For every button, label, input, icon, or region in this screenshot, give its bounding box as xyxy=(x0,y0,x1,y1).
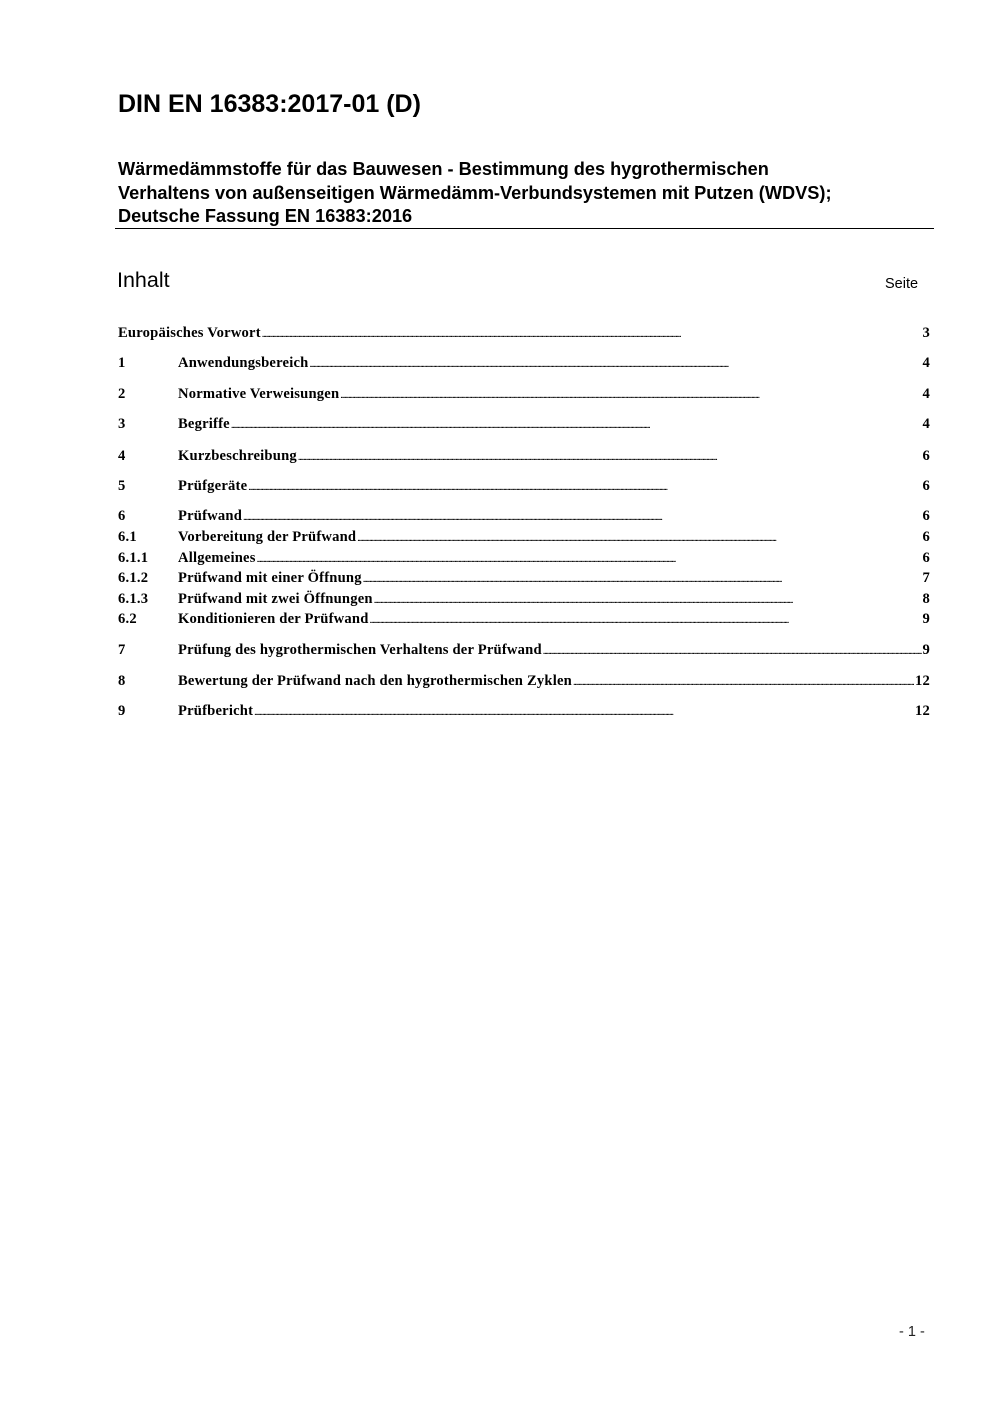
toc-entry-number: 5 xyxy=(118,478,126,494)
toc-entry-title: Prüfgeräte xyxy=(178,478,248,494)
toc-dot-leader xyxy=(340,386,921,403)
toc-entry-title: Prüfung des hygrothermischen Verhaltens der Prüfwand xyxy=(178,642,542,658)
toc-entry-foreword[interactable] xyxy=(118,325,930,345)
toc-dot-leader xyxy=(298,448,922,465)
toc-entry-page: 3 xyxy=(922,325,930,341)
toc-entry-number: 6.1.2 xyxy=(118,570,149,586)
toc-entry-title: Prüfwand xyxy=(178,508,243,524)
toc-dot-leader xyxy=(374,591,922,608)
toc-entry-number: 3 xyxy=(118,416,126,432)
toc-entry-title: Allgemeines xyxy=(178,550,256,566)
document-title xyxy=(118,158,933,229)
toc-entry-4[interactable] xyxy=(118,448,930,468)
toc-entry-page: 8 xyxy=(922,591,930,607)
toc-entry-title: Konditionieren der Prüfwand xyxy=(178,611,369,627)
toc-page-column-label: Seite xyxy=(885,276,919,292)
toc-entry-number: 8 xyxy=(118,673,126,689)
toc-entry-page: 9 xyxy=(922,611,930,627)
toc-entry-title: Prüfbericht xyxy=(178,703,254,719)
toc-entry-6-2[interactable] xyxy=(118,611,930,631)
toc-dot-leader xyxy=(243,508,921,525)
toc-dot-leader xyxy=(231,416,922,433)
toc-entry-number: 6.2 xyxy=(118,611,137,627)
toc-entry-number: 7 xyxy=(118,642,126,658)
toc-dot-leader xyxy=(573,673,914,690)
toc-dot-leader xyxy=(370,611,922,628)
toc-entry-page: 6 xyxy=(922,550,930,566)
title-divider xyxy=(115,228,934,229)
toc-entry-number: 6.1.1 xyxy=(118,550,149,566)
toc-dot-leader xyxy=(363,570,922,587)
toc-heading: Inhalt xyxy=(117,268,170,292)
toc-entry-title: Vorbereitung der Prüfwand xyxy=(178,529,357,545)
toc-entry-8[interactable] xyxy=(118,673,930,693)
toc-dot-leader xyxy=(262,325,922,342)
toc-dot-leader xyxy=(309,355,921,372)
toc-entry-title: Normative Verweisungen xyxy=(178,386,340,402)
toc-entry-number: 9 xyxy=(118,703,126,719)
toc-entry-5[interactable] xyxy=(118,478,930,498)
toc-entry-page: 7 xyxy=(922,570,930,586)
toc-entry-7[interactable] xyxy=(118,642,930,662)
toc-entry-page: 6 xyxy=(922,448,930,464)
toc-entry-title: Europäisches Vorwort xyxy=(118,325,261,341)
toc-entry-2[interactable] xyxy=(118,386,930,406)
toc-entry-title: Kurzbeschreibung xyxy=(178,448,297,464)
document-title-line-3: Deutsche Fassung EN 16383:2016 xyxy=(118,206,413,226)
page-number: - 1 - xyxy=(899,1324,925,1340)
toc-entry-page: 4 xyxy=(922,386,930,402)
toc-entry-6-1[interactable] xyxy=(118,529,930,549)
toc-dot-leader xyxy=(248,478,921,495)
document-id: DIN EN 16383:2017-01 (D) xyxy=(118,90,421,118)
toc-entry-number: 4 xyxy=(118,448,126,464)
document-title-line-1: Wärmedämmstoffe für das Bauwesen - Bestimmung des hygrothermischen xyxy=(118,159,769,179)
document-title-line-2: Verhaltens von außenseitigen Wärmedämm-Verbundsystemen mit Putzen (WDVS); xyxy=(118,182,832,203)
toc-entry-page: 9 xyxy=(922,642,930,658)
toc-entry-6-1-1[interactable] xyxy=(118,550,930,570)
toc-entry-number: 1 xyxy=(118,355,126,371)
toc-entry-number: 2 xyxy=(118,386,126,402)
toc-entry-6[interactable] xyxy=(118,508,930,528)
toc-dot-leader xyxy=(357,529,921,546)
toc-entry-9[interactable] xyxy=(118,703,930,723)
toc-entry-title: Bewertung der Prüfwand nach den hygrothermischen Zyklen xyxy=(178,673,572,689)
toc-entry-title: Prüfwand mit einer Öffnung xyxy=(178,570,362,586)
toc-entry-page: 6 xyxy=(922,508,930,524)
toc-entry-page: 12 xyxy=(915,673,930,689)
toc-entry-6-1-3[interactable] xyxy=(118,591,930,611)
toc-entry-6-1-2[interactable] xyxy=(118,570,930,590)
toc-entry-3[interactable] xyxy=(118,416,930,436)
toc-entry-number: 6 xyxy=(118,508,126,524)
toc-entry-page: 6 xyxy=(922,478,930,494)
toc-entry-1[interactable] xyxy=(118,355,930,375)
toc-entry-page: 6 xyxy=(922,529,930,545)
toc-entry-number: 6.1.3 xyxy=(118,591,149,607)
toc-dot-leader xyxy=(254,703,914,720)
toc-entry-page: 12 xyxy=(915,703,930,719)
toc-entry-page: 4 xyxy=(922,416,930,432)
toc-entry-number: 6.1 xyxy=(118,529,137,545)
toc-entry-title: Anwendungsbereich xyxy=(178,355,309,371)
toc-dot-leader xyxy=(543,642,922,659)
toc-entry-page: 4 xyxy=(922,355,930,371)
toc-entry-title: Begriffe xyxy=(178,416,230,432)
toc-dot-leader xyxy=(257,550,922,567)
toc-entry-title: Prüfwand mit zwei Öffnungen xyxy=(178,591,373,607)
